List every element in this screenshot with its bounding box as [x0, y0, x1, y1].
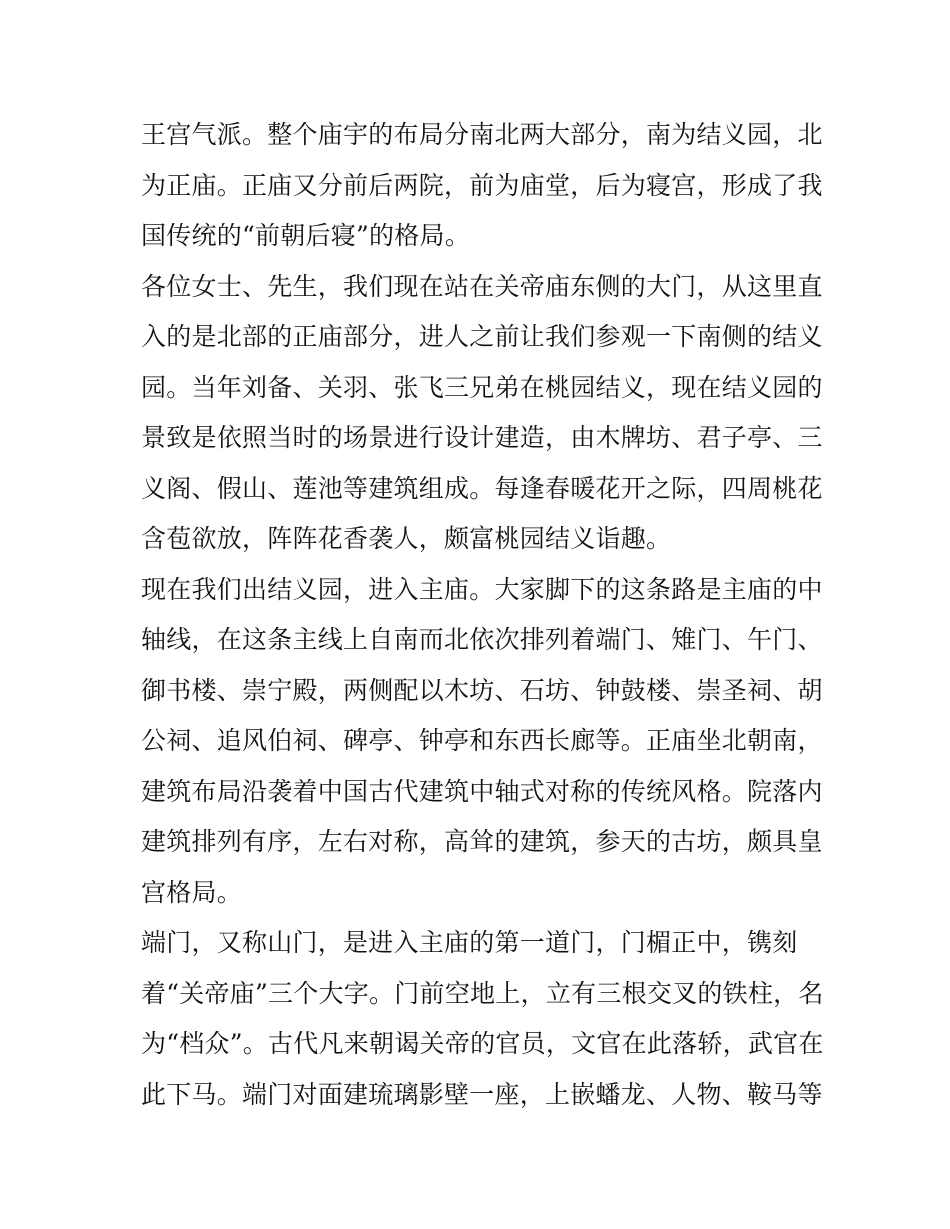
text-line-4: 各位女士、先生，我们现在站在关帝庙东侧的大门，从这里直	[141, 271, 823, 301]
text-line-15: 建筑排列有序，左右对称，高耸的建筑，参天的古坊，颇具皇	[141, 827, 823, 856]
text-line-16: 宫格局。	[141, 877, 243, 907]
text-line-5: 入的是北部的正庙部分，进人之前让我们参观一下南侧的结义	[141, 322, 823, 351]
text-line-3: 国传统的“前朝后寝”的格局。	[141, 221, 471, 250]
text-line-7: 景致是依照当时的场景进行设计建造，由木牌坊、君子亭、三	[141, 423, 823, 452]
text-line-9: 含苞欲放，阵阵花香袭人，颇富桃园结义诣趣。	[141, 524, 672, 553]
text-line-17: 端门，又称山门，是进入主庙的第一道门，门楣正中，镌刻	[141, 928, 798, 957]
text-line-11: 轴线，在这条主线上自南而北依次排列着端门、雉门、午门、	[141, 625, 823, 654]
text-line-18: 着“关帝庙”三个大字。门前空地上，立有三根交叉的铁柱，名	[141, 978, 824, 1008]
text-line-2: 为正庙。正庙又分前后两院，前为庙堂，后为寝宫，形成了我	[141, 170, 823, 200]
text-line-14: 建筑布局沿袭着中国古代建筑中轴式对称的传统风格。院落内	[141, 776, 823, 806]
text-line-6: 园。当年刘备、关羽、张飞三兄弟在桃园结义，现在结义园的	[141, 372, 823, 402]
text-line-1: 王宫气派。整个庙宇的布局分南北两大部分，南为结义园，北	[141, 120, 823, 149]
body-text	[141, 110, 824, 1120]
text-line-20: 此下马。端门对面建琉璃影壁一座，上嵌蟠龙、人物、鞍马等	[141, 1079, 823, 1109]
text-line-13: 公祠、追风伯祠、碑亭、钟亭和东西长廊等。正庙坐北朝南，	[141, 726, 823, 755]
text-line-10: 现在我们出结义园，进入主庙。大家脚下的这条路是主庙的中	[141, 574, 823, 604]
text-line-19: 为“档众”。古代凡来朝谒关帝的官员，文官在此落轿，武官在	[141, 1029, 824, 1058]
text-line-8: 义阁、假山、莲池等建筑组成。每逢春暖花开之际，四周桃花	[141, 473, 823, 503]
text-line-12: 御书楼、崇宁殿，两侧配以木坊、石坊、钟鼓楼、崇圣祠、胡	[141, 675, 823, 705]
